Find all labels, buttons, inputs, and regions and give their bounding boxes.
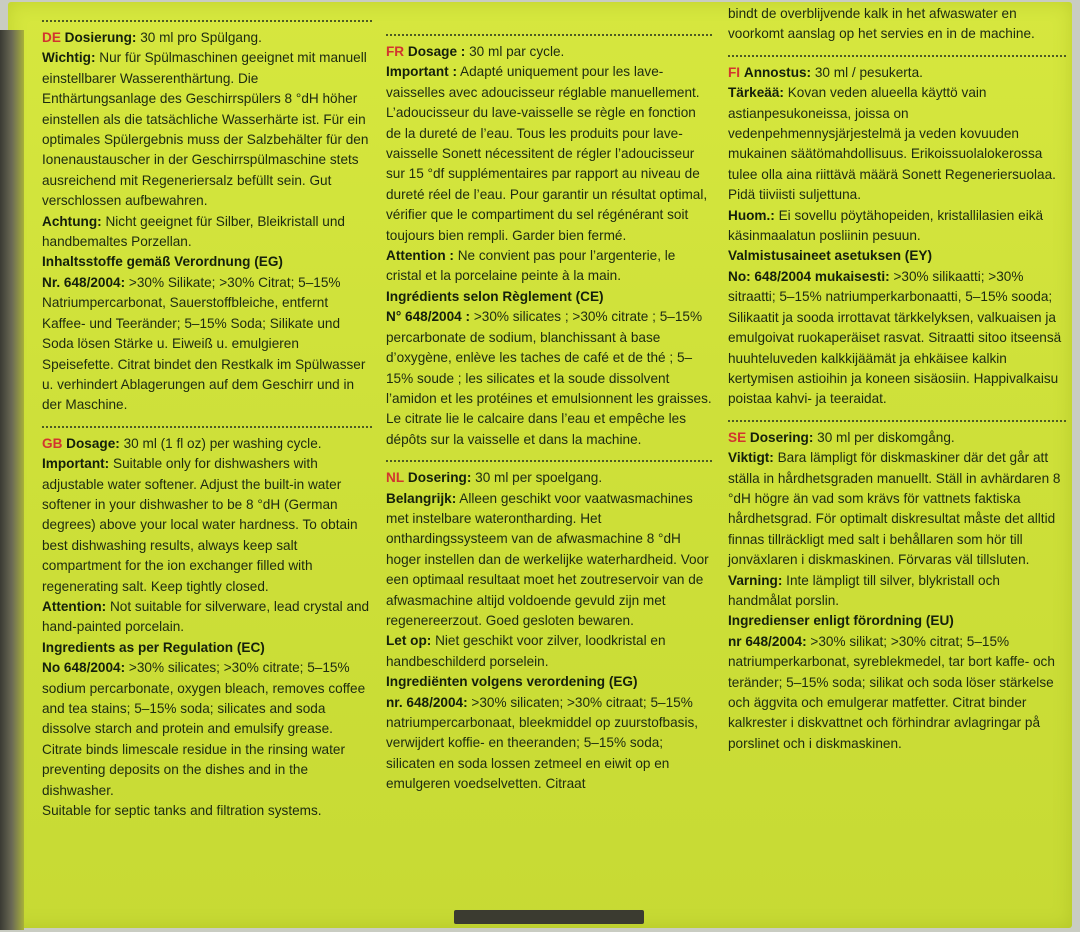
dotted-separator <box>728 55 1066 57</box>
gb-ingredients-heading: Ingredients as per Regulation (EC) <box>42 639 265 655</box>
fr-dosage-label: Dosage : <box>407 44 466 59</box>
de-important: Nur für Spülmaschinen geeignet mit manuell einstellbarer Wasserenthärtung. Die Enthärtungsanlage des Geschirrspülers 8 °dH höher einstellen als die tatsächliche Wasserhärte ist. Für ein optimales Spülergebnis muss der Salzbehälter für den Ionenaustauscher in der Geschirrspülmaschine stets ausreichend mit Regeneriersalz befüllt sein. Gut verschlossen aufbewahren. <box>42 50 369 209</box>
dotted-separator <box>728 420 1066 422</box>
fr-regulation-label: N° 648/2004 : <box>386 309 471 325</box>
section-fi <box>728 63 1066 410</box>
section-fr <box>386 42 712 450</box>
fi-important-label: Tärkeää: <box>728 85 784 101</box>
se-regulation-label: nr 648/2004: <box>728 633 807 649</box>
fr-dosage: 30 ml par cycle. <box>469 44 565 59</box>
fr-attention-label: Attention : <box>386 248 454 264</box>
gb-attention-label: Attention: <box>42 598 107 614</box>
nl-regulation-label: nr. 648/2004: <box>386 694 468 710</box>
nl-attention: Niet geschikt voor zilver, loodkristal en handbeschilderd porselein. <box>386 633 666 669</box>
nl-attention-label: Let op: <box>386 633 432 649</box>
fi-ingredients: >30% silikaatti; >30% sitraatti; 5–15% natriumperkarbonaatti, 5–15% sooda; Silikaatit ja sooda irrottavat tärkkelyksen, valkuaisen ja emulgoivat ruokaperäiset rasvat. Sitraatti sitoo itseensä huuhteluveden kalkkijäämät ja ehkäisee kalkin kertymisen astioihin ja koneen sisäosiin. Happivalkaisu poistaa kahvi- ja teeraidat. <box>728 268 1062 407</box>
section-nl-continued <box>728 4 1066 45</box>
dotted-separator <box>386 460 712 462</box>
nl-dosage-label: Dosering: <box>407 470 472 486</box>
de-ingredients-heading: Inhaltsstoffe gemäß Verordnung (EG) <box>42 254 283 270</box>
fi-regulation-label: No: 648/2004 mukaisesti: <box>728 268 890 284</box>
gb-dosage-label: Dosage: <box>66 435 120 451</box>
gb-regulation-label: No 648/2004: <box>42 660 126 676</box>
lang-code-gb: GB <box>42 435 63 451</box>
se-important: Bara lämpligt för diskmaskiner där det går att ställa in hårdhetsgraden manuellt. Ställ in avhärdaren 8 °dH högre än vad som krävs för vattnets faktiska hårdhetsgrad. För optimalt diskresultat måste det alltid finnas tillräckligt med salt i behållaren som hör till jonväxlaren i diskmaskinen. Förvaras väl tillsluten. <box>728 450 1061 568</box>
fr-ingredients: >30% silicates ; >30% citrate ; 5–15% percarbonate de sodium, blanchissant à base d’oxygène, enlève les taches de café et de thé ; 5–15% soude ; les silicates et la soude dissolvent l’amidon et les protéines et emulsionnent les graisses. Le citrate lie le calcaire dans l’eau et empêche les dépôts sur la vaisselle et dans la machine. <box>386 309 712 447</box>
gb-attention: Not suitable for silverware, lead crystal and hand-painted porcelain. <box>42 598 370 635</box>
lang-code-de: DE <box>42 30 61 45</box>
fi-attention: Ei sovellu pöytähopeiden, kristallilasien eikä käsinmaalatun posliinin pesuun. <box>728 207 1044 244</box>
nl-ingredients: >30% silicaten; >30% citraat; 5–15% natriumpercarbonaat, bleekmiddel op zuurstofbasis, verwijdert koffie- en theeranden; 5–15% soda; silicaten en soda lossen zetmeel en eiwit op en emulgeren voedselvetten. Citraat <box>386 694 699 792</box>
se-important-label: Viktigt: <box>728 450 774 466</box>
lang-code-se: SE <box>728 429 747 445</box>
box-left-flap <box>0 30 24 930</box>
de-attention-label: Achtung: <box>42 213 102 229</box>
dotted-separator <box>42 426 372 428</box>
nl-ingredients-continued: bindt de overblijvende kalk in het afwaswater en voorkomt aanslag op het servies en in de machine. <box>728 6 1035 42</box>
dotted-separator <box>42 20 372 22</box>
gb-important: Suitable only for dishwashers with adjustable water softener. Adjust the built-in water softener in your dishwasher to be 8 °dH (German degrees) above your local water hardness. To obtain best dishwashing results, always keep salt compartment for the ion exchanger filled with regenerating salt. Keep tightly closed. <box>42 456 358 594</box>
dotted-separator <box>386 34 712 36</box>
gb-dosage: 30 ml (1 fl oz) per washing cycle. <box>123 435 322 451</box>
column-middle <box>386 12 712 795</box>
section-se <box>728 428 1066 755</box>
fi-dosage-label: Annostus: <box>743 64 812 80</box>
lang-code-fr: FR <box>386 44 405 59</box>
lang-code-fi: FI <box>728 64 741 80</box>
se-dosage: 30 ml per diskomgång. <box>817 429 955 445</box>
lang-code-nl: NL <box>386 470 405 486</box>
nl-ingredients-heading: Ingrediënten volgens verordening (EG) <box>386 674 638 690</box>
nl-dosage: 30 ml per spoelgang. <box>475 470 603 486</box>
gb-septic-note: Suitable for septic tanks and filtration systems. <box>42 803 322 819</box>
nl-important-label: Belangrijk: <box>386 490 457 506</box>
column-left <box>42 12 372 821</box>
se-attention: Inte lämpligt till silver, blykristall och handmålat porslin. <box>728 572 1000 608</box>
box-tear-slot <box>454 910 644 924</box>
se-ingredients-heading: Ingredienser enligt förordning (EU) <box>728 613 954 629</box>
fi-important: Kovan veden alueella käyttö vain astianpesukoneissa, joissa on vedenpehmennysjärjestelmä ja veden kovuuden mukainen säätömahdollisuus. Erikoissuolalokerossa tulee olla aina riittävä määrä Sonett Regeneriersuolaa. Pidä tiiviisti suljettuna. <box>728 85 1056 203</box>
fi-dosage: 30 ml / pesukerta. <box>814 64 923 80</box>
se-ingredients: >30% silikat; >30% citrat; 5–15% natriumperkarbonat, syreblekmedel, tar bort kaffe- och teränder; 5–15% soda; silikat och soda löser stärkelse och äggvita och emulgerar matfetter. Citrat binder kalkrester i diskvattnet och förhindrar avlagringar på porslinet och i diskmaskinen. <box>728 633 1055 751</box>
de-regulation-label: Nr. 648/2004: <box>42 274 126 290</box>
gb-ingredients: >30% silicates; >30% citrate; 5–15% sodium percarbonate, oxygen bleach, removes coffee and tea stains; 5–15% soda; silicates and soda dissolve starch and protein and emulsify grease. Citrate binds limescale residue in the rinsing water preventing deposits on the dishes and in the dishwasher. <box>42 660 366 798</box>
gb-important-label: Important: <box>42 456 110 472</box>
de-ingredients: >30% Silikate; >30% Citrat; 5–15% Natriumpercarbonat, Sauerstoffbleiche, entfernt Kaffee- und Teeränder; 5–15% Soda; Silikate und Soda lösen Stärke u. Eiweiß u. emulgieren Speisefette. Citrat bindet den Restkalk im Spülwasser u. verhindert Ablagerungen auf dem Geschirr und in der Maschine. <box>42 274 366 413</box>
product-box-back-panel <box>8 2 1072 928</box>
de-important-label: Wichtig: <box>42 50 96 66</box>
de-dosage: 30 ml pro Spülgang. <box>140 30 262 45</box>
de-attention: Nicht geeignet für Silber, Bleikristall und handbemaltes Porzellan. <box>42 213 345 250</box>
de-dosage-label: Dosierung: <box>64 30 137 45</box>
se-attention-label: Varning: <box>728 572 783 588</box>
fr-important: Adapté uniquement pour les lave-vaisselles avec adoucisseur réglable manuellement. L’adoucisseur du lave-vaisselle se règle en fonction de la dureté de l’eau. Tous les produits pour lave-vaisselle Sonett nécessitent de régler l’adoucisseur sur 15 °df supplémentaires par rapport au niveau de dureté réel de l’eau. Pour garantir un résultat optimal, vérifier que le compartiment du sel régénérant soit toujours bien rempli. Garder bien fermé. <box>386 64 708 243</box>
fr-attention: Ne convient pas pour l’argenterie, le cristal et la porcelaine peinte à la main. <box>386 248 676 284</box>
se-dosage-label: Dosering: <box>749 429 814 445</box>
fr-important-label: Important : <box>386 64 457 80</box>
column-right <box>728 4 1066 754</box>
fi-ingredients-heading: Valmistusaineet asetuksen (EY) <box>728 248 932 264</box>
fr-ingredients-heading: Ingrédients selon Règlement (CE) <box>386 288 604 304</box>
nl-important: Alleen geschikt voor vaatwasmachines met instelbare waterontharding. Het onthardingssysteem van de afwasmachine 8 °dH hoger instellen dan de werkelijke waterhardheid. Voor een optimaal resultaat moet het zoutreservoir van de afwasmachine altijd voldoende gevuld zijn met regenereerzout. Goed gesloten bewaren. <box>386 490 709 628</box>
section-de <box>42 28 372 416</box>
section-gb <box>42 434 372 822</box>
fi-attention-label: Huom.: <box>728 207 775 223</box>
section-nl <box>386 468 712 795</box>
